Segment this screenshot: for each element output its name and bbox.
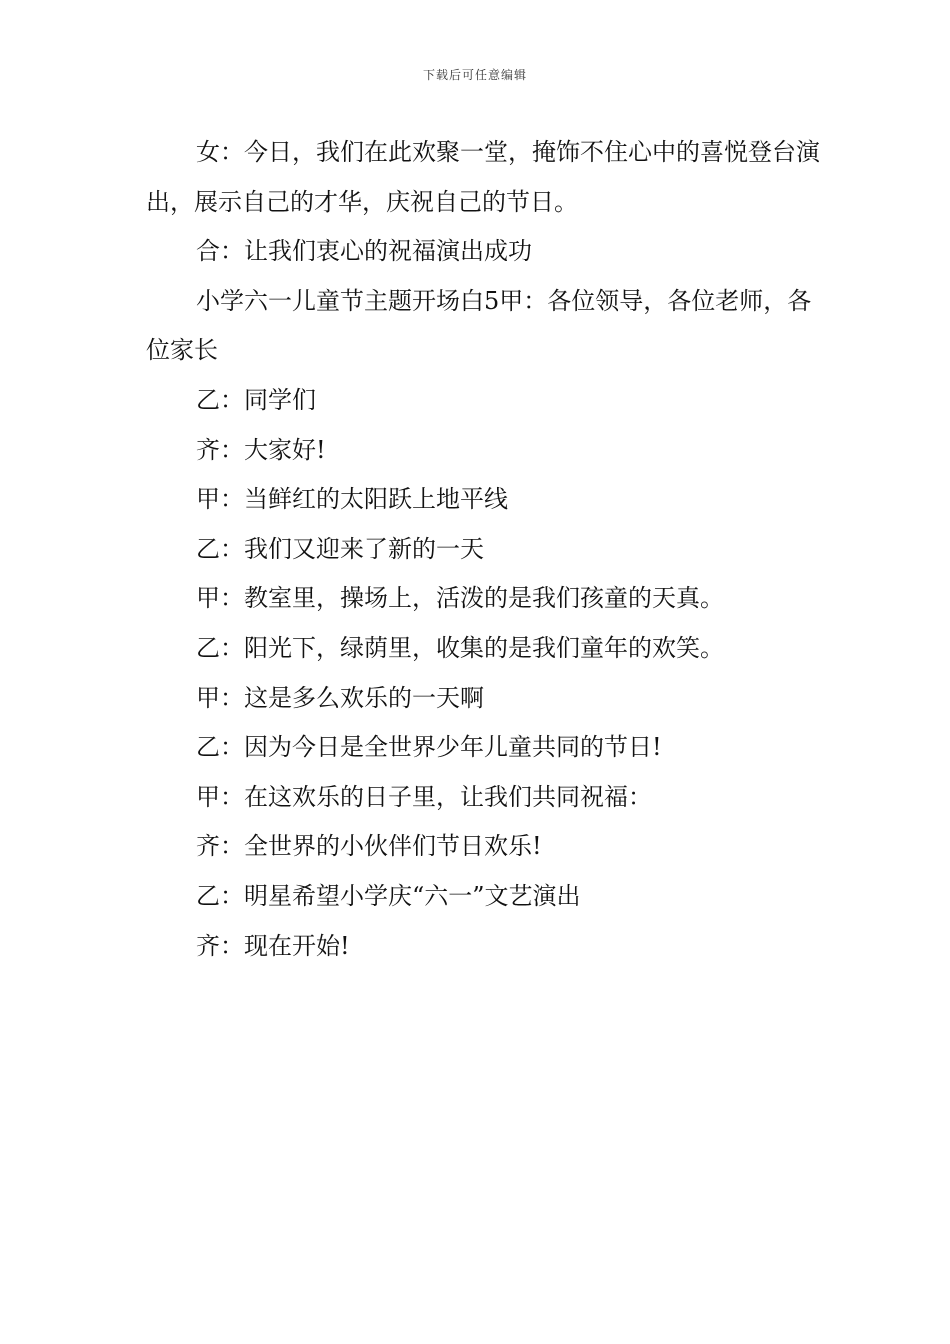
paragraph: 齐：大家好!	[196, 435, 326, 464]
paragraph: 齐：现在开始!	[196, 931, 350, 960]
paragraph: 乙：明星希望小学庆“六一”文艺演出	[196, 881, 581, 910]
document-body	[146, 128, 826, 971]
paragraph: 乙：阳光下，绿荫里，收集的是我们童年的欢笑。	[196, 633, 724, 662]
paragraph: 甲：这是多么欢乐的一天啊	[196, 683, 484, 712]
paragraph: 甲：在这欢乐的日子里，让我们共同祝福：	[196, 782, 652, 811]
paragraph: 乙：同学们	[196, 385, 316, 414]
paragraph: 合：让我们衷心的祝福演出成功	[196, 237, 532, 266]
paragraph: 甲：当鲜红的太阳跃上地平线	[196, 485, 508, 514]
header-note: 下载后可任意编辑	[422, 68, 527, 82]
paragraph: 乙：因为今日是全世界少年儿童共同的节日!	[196, 733, 662, 762]
paragraph: 女：今日，我们在此欢聚一堂，掩饰不住心中的喜悦登台演出，展示自己的才华，庆祝自己的节日。	[146, 138, 820, 216]
paragraph: 小学六一儿童节主题开场白5甲：各位领导，各位老师，各位家长	[146, 286, 812, 365]
paragraph: 乙：我们又迎来了新的一天	[196, 534, 484, 563]
paragraph: 齐：全世界的小伙伴们节日欢乐!	[196, 832, 542, 861]
paragraph: 甲：教室里，操场上，活泼的是我们孩童的天真。	[196, 584, 724, 613]
